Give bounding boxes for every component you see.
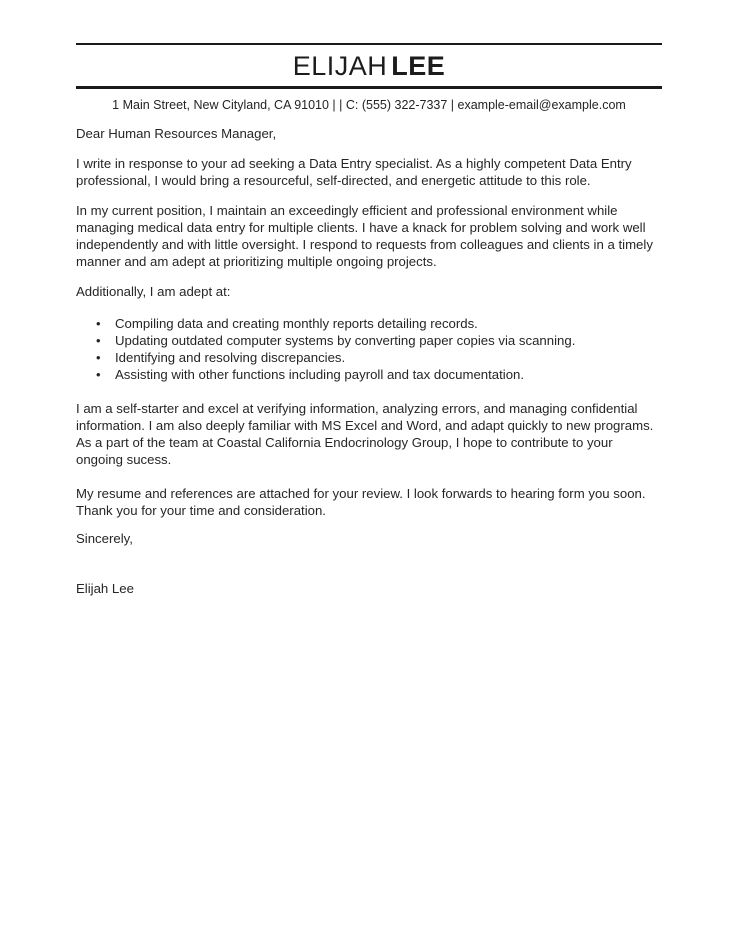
- list-item: • Identifying and resolving discrepancies.: [96, 349, 662, 366]
- skills-list: [76, 315, 662, 383]
- contact-line: 1 Main Street, New Cityland, CA 91010 | | C: (555) 322-7337 | example-email@example.com: [112, 98, 626, 112]
- paragraph-closing: My resume and references are attached for your review. I look forwards to hearing form you soon. Thank you for your time and consideration.: [76, 486, 646, 518]
- list-item: • Assisting with other functions including payroll and tax documentation.: [96, 366, 662, 383]
- header-bottom-rule: [76, 86, 662, 89]
- paragraph-skills-summary: I am a self-starter and excel at verifying information, analyzing errors, and managing confidential information. I am also deeply familiar with MS Excel and Word, and adapt quickly to new programs. As a part of the team at Coastal California Endocrinology Group, I hope to contribute to your ongoing sucess.: [76, 401, 654, 467]
- signature: Elijah Lee: [76, 581, 134, 596]
- paragraph-current-position: In my current position, I maintain an exceedingly efficient and professional environment while managing medical data entry for multiple clients. I have a knack for problem solving and work well independently and with little oversight. I respond to requests from colleagues and clients in a timely manner and am adept at prioritizing multiple ongoing projects.: [76, 203, 653, 269]
- header-top-rule: [76, 43, 662, 45]
- name-first: ELIJAH: [292, 51, 388, 81]
- letter-content: [76, 43, 662, 597]
- bullets-intro: Additionally, I am adept at:: [76, 284, 231, 299]
- letter-author-name: [76, 51, 662, 81]
- list-item: • Updating outdated computer systems by converting paper copies via scanning.: [96, 332, 662, 349]
- paragraph-introduction: I write in response to your ad seeking a Data Entry specialist. As a highly competent Data Entry professional, I would bring a resourceful, self-directed, and energetic attitude to this role.: [76, 156, 632, 188]
- letter-body: [76, 125, 662, 597]
- name-last: LEE: [391, 51, 446, 81]
- signoff: Sincerely,: [76, 531, 133, 546]
- list-item: • Compiling data and creating monthly reports detailing records.: [96, 315, 662, 332]
- letter-header: [76, 43, 662, 112]
- salutation: Dear Human Resources Manager,: [76, 126, 277, 141]
